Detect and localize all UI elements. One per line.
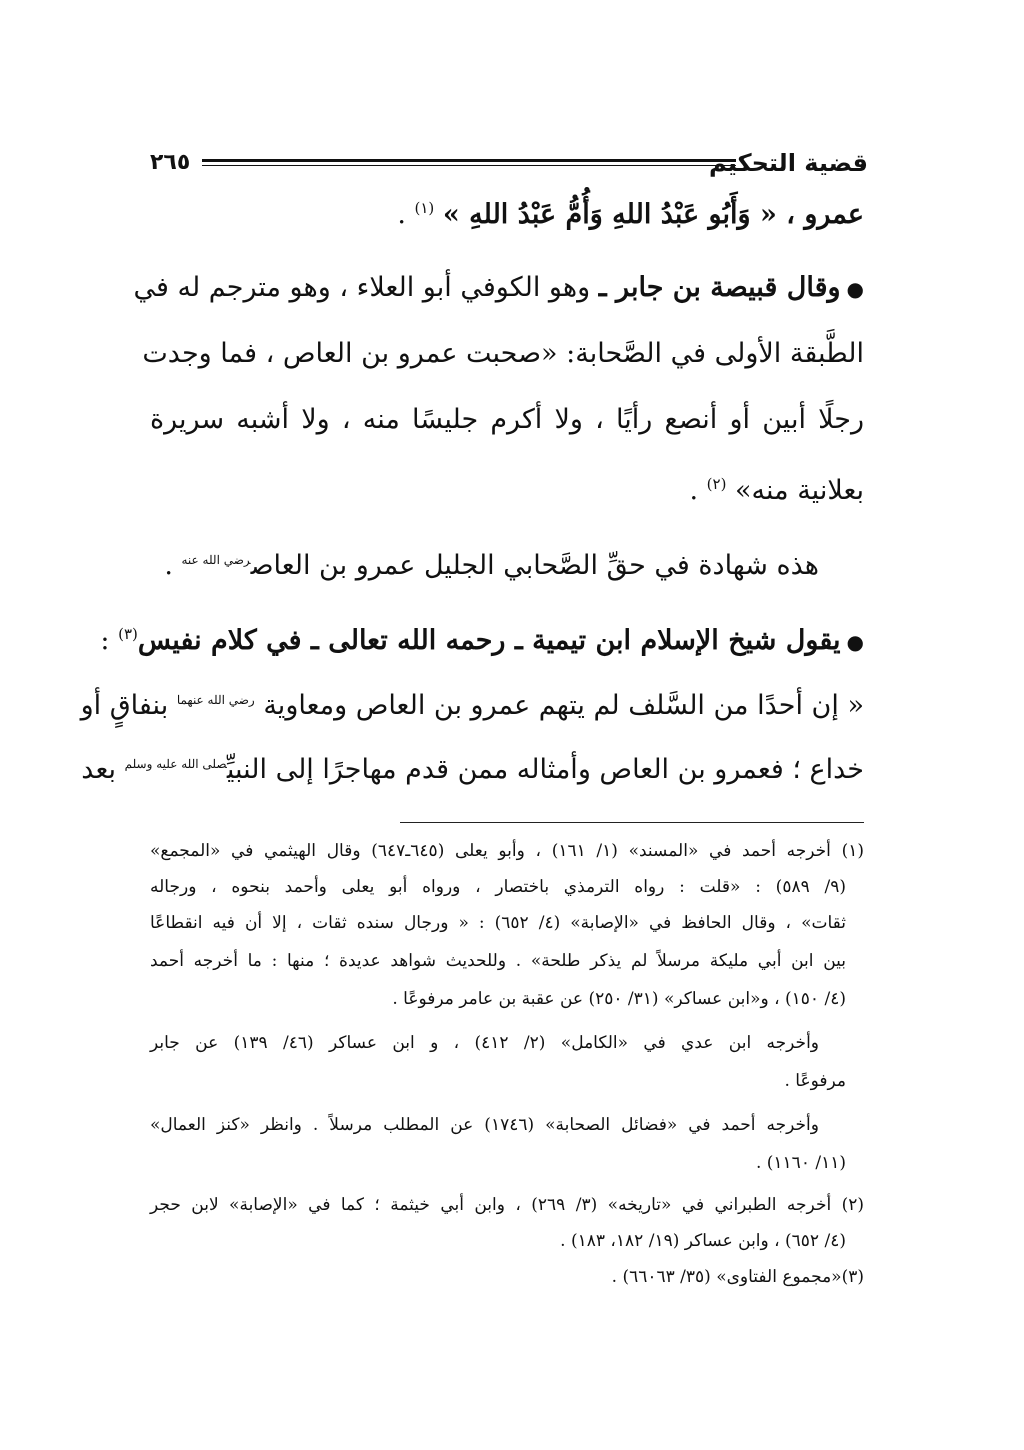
footnote-separator — [400, 822, 864, 823]
body-text: الطَّبقة الأولى في الصَّحابة: «صحبت عمرو بن العاص ، فما وجدت — [142, 338, 864, 369]
body-line-9 — [81, 744, 864, 790]
body-text: وهو الكوفي أبو العلاء ، وهو مترجم له في — [133, 272, 591, 303]
body-text: بعد — [81, 754, 116, 785]
line-end-punct: . — [164, 550, 173, 581]
body-line-2 — [133, 268, 864, 309]
footnote-ref-2: (٢) — [706, 475, 727, 493]
footnote-ref-1: (١) — [414, 199, 435, 217]
body-text: هذه شهادة في حقِّ الصَّحابي الجليل عمرو بن العاص — [250, 550, 819, 581]
body-text: « إن أحدًا من السَّلف لم يتهم عمرو بن العاص ومعاوية — [263, 690, 864, 721]
bullet-icon: ● — [846, 276, 864, 301]
line-end-punct: : — [100, 625, 110, 656]
honorific-glyph: رضي الله عنه — [181, 553, 251, 567]
footnote-1-line-3: ثقات» ، وقال الحافظ في «الإصابة» (٤/ ٦٥٢) : « ورجال سنده ثقات ، إلا أن فيه انقطاعًا — [150, 913, 846, 933]
body-line-5 — [150, 464, 864, 511]
footnote-1-line-6: وأخرجه ابن عدي في «الكامل» (٢/ ٤١٢) ، و ابن عساكر (٤٦/ ١٣٩) عن جابر — [150, 1033, 819, 1053]
line-end-punct: . — [397, 199, 406, 230]
footnote-1-line-7: مرفوعًا . — [784, 1071, 846, 1091]
body-line-8 — [80, 680, 864, 726]
body-text: بنفاقٍ أو — [80, 690, 169, 721]
footnote-1-line-2: (٩/ ٥٨٩) : «قلت : رواه الترمذي باختصار ، ورواه أبو يعلى وأحمد بنحوه ، ورجاله — [150, 877, 846, 897]
header-title: قضية التحكيم — [709, 149, 868, 177]
body-line-1 — [150, 188, 864, 235]
body-line-6 — [150, 540, 819, 586]
body-line-7 — [100, 614, 864, 662]
honorific-glyph: رضي الله عنهما — [176, 693, 255, 707]
body-text: بعلانية منه» — [735, 475, 864, 506]
quote-text: عمرو ، « وَأَبُو عَبْدُ اللهِ وَأُمُّ عَبْدُ اللهِ » — [442, 199, 864, 230]
honorific-glyph: صلى الله عليه وسلم — [124, 757, 227, 771]
speaker-name: يقول شيخ الإسلام ابن تيمية ـ رحمه الله تعالى ـ في كلام نفيس — [137, 625, 841, 656]
footnote-1-line-9: (١١/ ١١٦٠) . — [755, 1153, 846, 1173]
body-line-3 — [142, 334, 864, 374]
bullet-icon: ● — [846, 629, 864, 654]
footnote-1-line-4: بين ابن أبي مليكة مرسلاً لم يذكر طلحة» . وللحديث شواهد عديدة ؛ منها : ما أخرجه أحمد — [150, 951, 846, 971]
header-rule — [202, 159, 736, 166]
body-line-4 — [150, 400, 864, 440]
footnote-2-line-1: (٢) أخرجه الطبراني في «تاريخه» (٣/ ٢٦٩) ، وابن أبي خيثمة ؛ كما في «الإصابة» لابن حجر — [150, 1195, 864, 1215]
footnote-2-line-2: (٤/ ٦٥٢) ، وابن عساكر (١٩/ ١٨٢، ١٨٣) . — [560, 1231, 846, 1251]
page-number: ٢٦٥ — [150, 150, 191, 175]
footnote-ref-3: (٣) — [118, 625, 138, 643]
line-end-punct: . — [689, 475, 699, 506]
body-text: خداع ؛ فعمرو بن العاص وأمثاله ممن قدم مهاجرًا إلى النبيِّ — [226, 754, 864, 785]
running-header — [150, 146, 868, 180]
footnote-3-line-1: (٣)«مجموع الفتاوى» (٣٥/ ٦٦٠٦٣) . — [611, 1267, 864, 1287]
speaker-name: وقال قبيصة بن جابر ـ — [598, 272, 841, 303]
footnote-1-line-1: (١) أخرجه أحمد في «المسند» (١/ ١٦١) ، وأبو يعلى (٦٤٥ـ٦٤٧) وقال الهيثمي في «المجمع» — [150, 841, 864, 861]
footnote-1-line-5: (٤/ ١٥٠) ، و«ابن عساكر» (٣١/ ٢٥٠) عن عقبة بن عامر مرفوعًا . — [392, 989, 846, 1009]
body-text: رجلًا أبين أو أنصع رأيًا ، ولا أكرم جليسًا منه ، ولا أشبه سريرة — [150, 404, 864, 435]
footnote-1-line-8: وأخرجه أحمد في «فضائل الصحابة» (١٧٤٦) عن المطلب مرسلاً . وانظر «كنز العمال» — [150, 1115, 819, 1135]
